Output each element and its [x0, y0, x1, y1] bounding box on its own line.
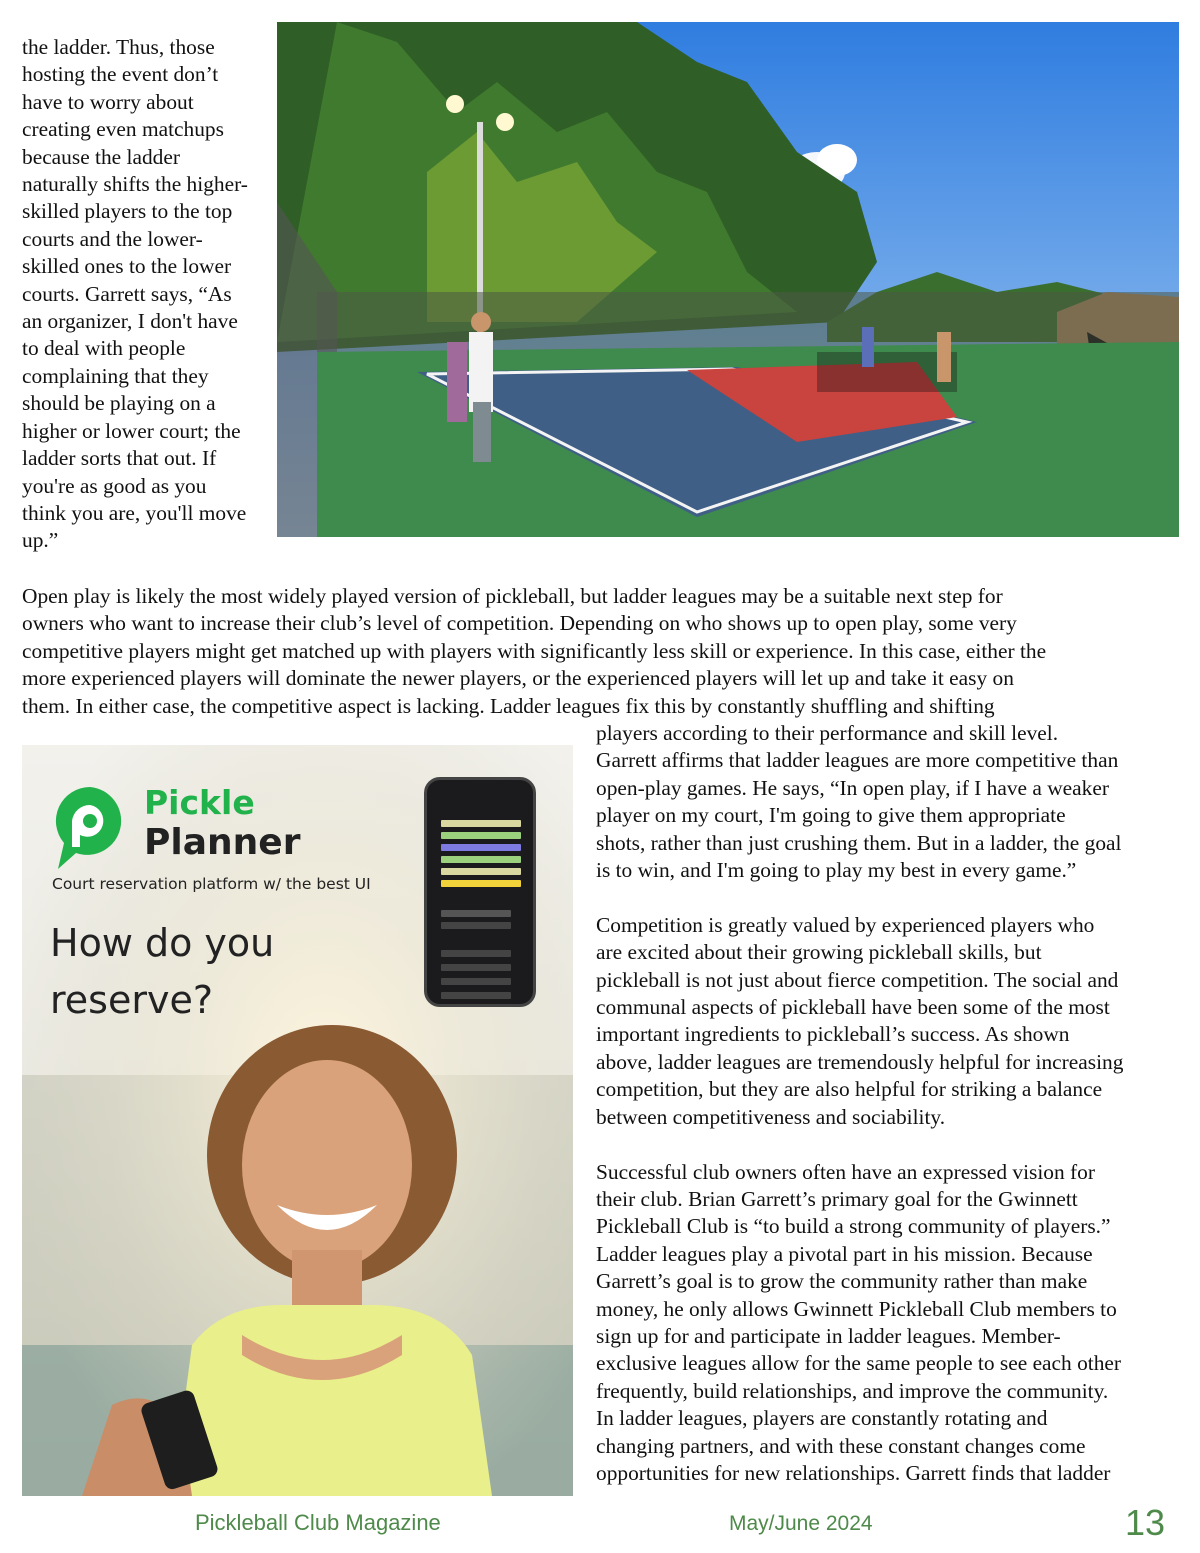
phone-mockup	[424, 777, 536, 1007]
text-line: higher or lower court; the	[22, 418, 241, 443]
text-line: Competition is greatly valued by experienced players who	[596, 912, 1095, 937]
text-line: Successful club owners often have an expressed vision for	[596, 1159, 1095, 1184]
text-line: courts. Garrett says, “As	[22, 281, 232, 306]
pickle-planner-logo-icon	[50, 783, 130, 873]
text-line: In ladder leagues, players are constantly rotating and	[596, 1406, 1048, 1431]
text-line: creating even matchups	[22, 117, 224, 142]
text-line: hosting the event don’t	[22, 62, 219, 87]
text-line: player on my court, I'm going to give them appropriate	[596, 803, 1066, 828]
text-line: between competitiveness and sociability.	[596, 1104, 946, 1129]
ad-question	[50, 915, 274, 1029]
text-line: changing partners, and with these constant changes come	[596, 1433, 1086, 1458]
phone-row	[441, 922, 511, 929]
text-line: because the ladder	[22, 144, 180, 169]
text-line: up.”	[22, 528, 59, 553]
text-line: courts and the lower-	[22, 226, 203, 251]
text-line: skilled ones to the lower	[22, 254, 232, 279]
text-line: skilled players to the top	[22, 199, 233, 224]
phone-row	[441, 868, 521, 875]
text-line: pickleball is not just about fierce competition. The social and	[596, 967, 1119, 992]
text-line: exclusive leagues allow for the same people to see each other	[596, 1351, 1122, 1376]
text-line: owners who want to increase their club’s level of competition. Depending on who shows up to open play, some very	[22, 611, 1017, 636]
text-line: Ladder leagues play a pivotal part in his mission. Because	[596, 1241, 1093, 1266]
text-line: sign up for and participate in ladder leagues. Member-	[596, 1323, 1061, 1348]
text-line: should be playing on a	[22, 391, 216, 416]
ad-question-line1: How do you	[50, 921, 275, 965]
left-text-column	[22, 34, 248, 555]
text-line: Open play is likely the most widely played version of pickleball, but ladder leagues may be a suitable next step for	[22, 584, 1003, 608]
phone-row	[441, 832, 521, 839]
text-line: frequently, build relationships, and improve the community.	[596, 1378, 1109, 1403]
phone-row	[441, 856, 521, 863]
phone-row	[441, 978, 511, 985]
text-line: is to win, and I'm going to play my best in every game.”	[596, 858, 1077, 883]
text-line: Pickleball Club is “to build a strong community of players.”	[596, 1214, 1111, 1239]
wide-paragraph	[22, 583, 1046, 720]
text-line: above, ladder leagues are tremendously helpful for increasing	[596, 1049, 1124, 1074]
text-line: competition, but they are also helpful for striking a balance	[596, 1077, 1103, 1102]
phone-row	[441, 844, 521, 851]
text-line: money, he only allows Gwinnett Pickleball Club members to	[596, 1296, 1117, 1321]
text-line: them. In either case, the competitive aspect is lacking. Ladder leagues fix this by constantly shuffling and shifting	[22, 693, 995, 718]
ad-brand-name	[144, 783, 300, 863]
pickleball-court-photo	[277, 22, 1179, 537]
phone-row	[441, 820, 521, 827]
ad-brand-line2: Planner	[144, 822, 301, 863]
text-line: important ingredients to pickleball’s success. As shown	[596, 1022, 1070, 1047]
text-line	[596, 884, 1123, 911]
text-line: communal aspects of pickleball have been some of the most	[596, 995, 1110, 1020]
text-line: opportunities for new relationships. Garrett finds that ladder	[596, 1460, 1111, 1485]
text-line: to deal with people	[22, 336, 186, 361]
text-line	[596, 1131, 1123, 1158]
footer-page-number: 13	[1125, 1502, 1166, 1543]
footer-issue-date: May/June 2024	[729, 1512, 873, 1535]
text-line: complaining that they	[22, 363, 209, 388]
text-line: more experienced players will dominate the newer players, or the experienced players will let up and take it easy on	[22, 666, 1014, 691]
phone-row	[441, 950, 511, 957]
text-line: open-play games. He says, “In open play, if I have a weaker	[596, 775, 1109, 800]
text-line: think you are, you'll move	[22, 500, 247, 525]
footer-magazine-name: Pickleball Club Magazine	[195, 1510, 441, 1535]
phone-row	[441, 992, 511, 999]
phone-row	[441, 880, 521, 887]
right-text-column	[596, 720, 1123, 1487]
text-line: shots, rather than just crushing them. But in a ladder, the goal	[596, 830, 1122, 855]
text-line: their club. Brian Garrett’s primary goal for the Gwinnett	[596, 1186, 1078, 1211]
ad-tagline: Court reservation platform w/ the best UI	[52, 875, 371, 893]
ad-brand-line1: Pickle	[144, 783, 255, 822]
phone-row	[441, 910, 511, 917]
text-line: players according to their performance and skill level.	[596, 721, 1059, 745]
text-line: ladder sorts that out. If	[22, 446, 217, 471]
text-line: Garrett’s goal is to grow the community rather than make	[596, 1269, 1088, 1294]
text-line: naturally shifts the higher-	[22, 172, 248, 197]
text-line: you're as good as you	[22, 473, 207, 498]
text-line: are excited about their growing pickleball skills, but	[596, 940, 1042, 965]
text-line: the ladder. Thus, those	[22, 35, 215, 59]
phone-row	[441, 964, 511, 971]
text-line: have to worry about	[22, 89, 194, 114]
pickle-planner-ad[interactable]	[22, 745, 573, 1496]
text-line: competitive players might get matched up with players with significantly less skill or experience. In this case, either the	[22, 638, 1047, 663]
ad-question-line2: reserve?	[50, 978, 214, 1022]
text-line: an organizer, I don't have	[22, 309, 238, 334]
text-line: Garrett affirms that ladder leagues are more competitive than	[596, 748, 1119, 773]
